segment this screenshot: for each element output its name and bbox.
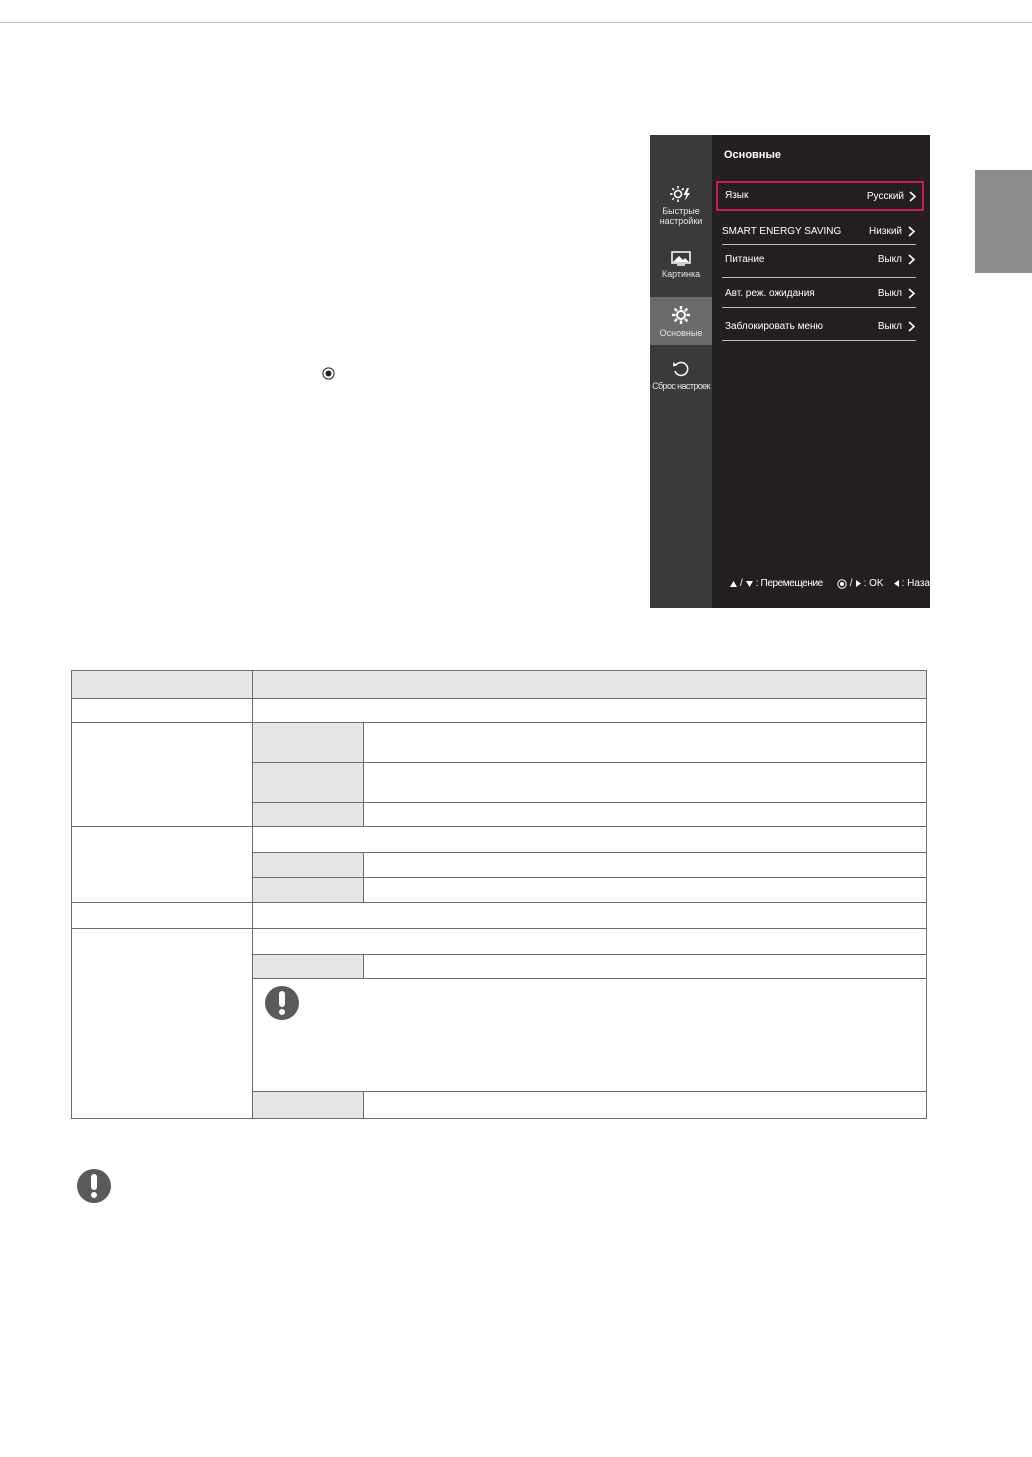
top-rule (0, 22, 1032, 23)
table-rule (72, 722, 926, 723)
menu-item-label: Питание (725, 254, 765, 265)
table-rule (72, 698, 926, 699)
menu-item-language[interactable] (716, 181, 924, 211)
table-rule (363, 802, 364, 826)
chevron-right-icon (907, 321, 916, 332)
table-rule (253, 954, 926, 955)
menu-item-label: Язык (725, 190, 749, 201)
table-subcell (253, 1092, 363, 1118)
table-rule (253, 802, 926, 803)
caution-icon (76, 1168, 112, 1204)
chapter-tab (975, 170, 1032, 273)
reset-icon (672, 360, 690, 378)
menu-item-value: Русский (866, 191, 904, 202)
footer-ok: : OK (863, 578, 884, 589)
table-subcell (253, 803, 363, 826)
chevron-right-icon (907, 254, 916, 265)
table-rule (72, 902, 926, 903)
table-subcell (253, 723, 363, 762)
table-subcell (253, 853, 363, 877)
ok-button-symbol-icon (322, 367, 335, 380)
picture-icon (671, 251, 691, 266)
menu-item-smart-energy-saving[interactable] (722, 217, 916, 245)
table-rule (253, 1091, 926, 1092)
menu-divider (722, 340, 916, 341)
menu-item-value: Выкл (877, 288, 902, 299)
table-subcell (253, 955, 363, 978)
table-rule (253, 978, 926, 979)
up-arrow-icon (730, 581, 737, 587)
table-header (72, 671, 926, 698)
settings-table (71, 670, 927, 1119)
table-rule (363, 852, 364, 902)
table-rule (363, 722, 364, 802)
table-rule (253, 877, 926, 878)
menu-item-label: SMART ENERGY SAVING (722, 226, 842, 237)
footer-back: : Назад (901, 578, 936, 589)
chevron-right-icon (908, 191, 917, 202)
brightness-settings-icon (670, 185, 692, 203)
table-rule (253, 852, 926, 853)
table-rule (253, 762, 926, 763)
table-rule (72, 826, 926, 827)
table-subcell (253, 763, 363, 802)
caution-icon (264, 985, 300, 1021)
table-rule (72, 928, 926, 929)
table-subcell (253, 878, 363, 902)
sidebar-item-label: Быстрые настройки (659, 206, 703, 226)
menu-item-value: Низкий (869, 226, 902, 237)
sidebar-item-general[interactable] (650, 297, 712, 345)
menu-item-value: Выкл (877, 321, 902, 332)
osd-footer: / : Перемещение / : OK : Назад (730, 578, 936, 589)
table-rule (363, 1091, 364, 1118)
footer-move: : Перемещение (755, 578, 823, 589)
menu-item-label: Заблокировать меню (725, 321, 824, 332)
menu-item-label: Авт. реж. ожидания (725, 288, 815, 299)
chevron-right-icon (907, 288, 916, 299)
osd-menu (650, 135, 936, 608)
sidebar-item-picture[interactable] (650, 251, 712, 279)
table-rule (252, 671, 253, 1118)
chevron-right-icon (907, 226, 916, 237)
sidebar-item-quick-settings[interactable] (650, 185, 712, 226)
left-arrow-icon (894, 580, 899, 587)
down-arrow-icon (746, 581, 753, 587)
menu-item-value: Выкл (877, 254, 902, 265)
osd-title: Основные (724, 149, 781, 161)
sidebar-item-reset[interactable] (650, 360, 712, 391)
sidebar-item-label: Картинка (661, 269, 701, 279)
right-arrow-icon (856, 580, 861, 587)
menu-divider (722, 307, 916, 308)
sidebar-item-label: Основные (659, 328, 703, 338)
osd-sidebar (650, 135, 712, 608)
gear-icon (671, 305, 691, 325)
menu-item-auto-standby[interactable] (722, 279, 916, 307)
menu-divider (722, 277, 916, 278)
menu-item-menu-lock[interactable] (722, 312, 916, 340)
ok-icon (837, 579, 847, 589)
menu-item-power[interactable] (722, 245, 916, 273)
sidebar-item-label: Сброс настроек (652, 381, 710, 391)
table-rule (363, 954, 364, 978)
